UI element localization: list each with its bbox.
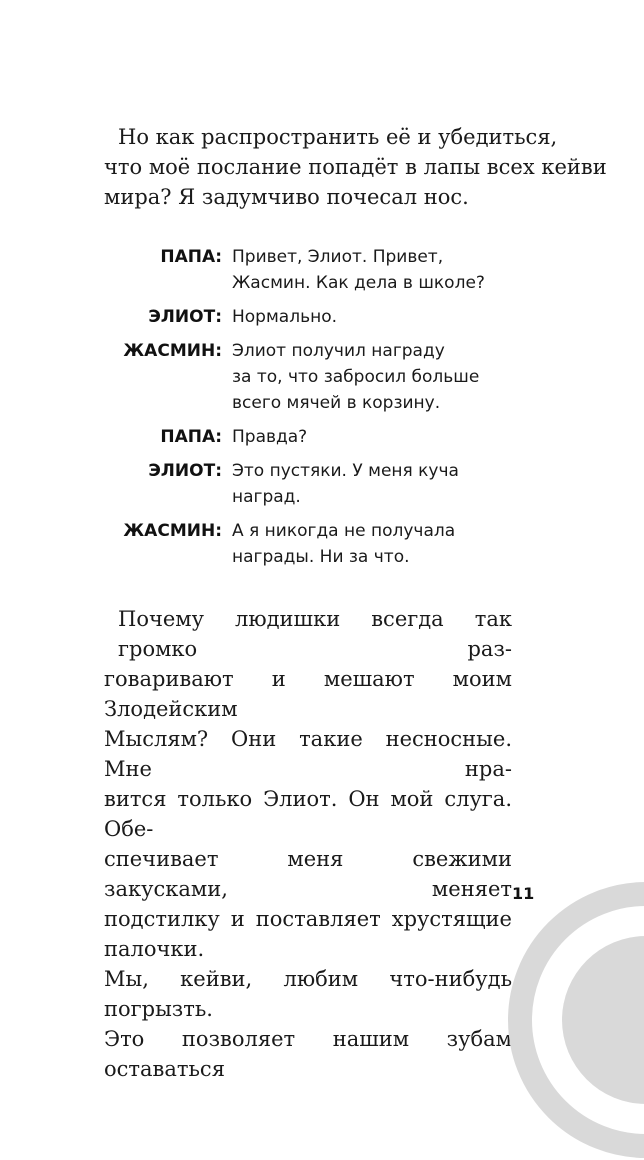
- body-line: спечивает меня свежими закусками, меняет: [104, 847, 512, 901]
- body-line: вится только Элиот. Он мой слуга. Обе-: [104, 787, 512, 841]
- decorative-rings: [506, 880, 644, 1160]
- body-paragraph: [104, 604, 512, 1084]
- speech-text: [232, 458, 524, 510]
- speech-text: [232, 424, 524, 450]
- speech-line: Правда?: [232, 427, 308, 447]
- speech-line: за то, что забросил больше: [232, 367, 480, 387]
- intro-line: мира? Я задумчиво почесал нос.: [104, 185, 469, 209]
- speaker-label: ЖАСМИН:: [123, 521, 222, 541]
- speech-line: Привет, Элиот. Привет,: [232, 247, 444, 267]
- speech-line: всего мячей в корзину.: [232, 393, 441, 413]
- dialogue-block: [104, 244, 524, 578]
- body-line: говаривают и мешают моим Злодейским: [104, 667, 512, 721]
- intro-line: Но как распространить её и убедиться,: [118, 125, 558, 149]
- speech-text: [232, 244, 524, 296]
- inner-disc: [562, 936, 644, 1104]
- dialogue-row: [104, 244, 524, 296]
- dialogue-row: [104, 338, 524, 416]
- speaker-label: ЭЛИОТ:: [148, 461, 222, 481]
- body-line: подстилку и поставляет хрустящие палочки.: [104, 907, 512, 961]
- speech-text: [232, 338, 524, 416]
- intro-paragraph: [104, 122, 607, 212]
- speech-line: наград.: [232, 487, 301, 507]
- body-line: Мыслям? Они такие несносные. Мне нра-: [104, 727, 512, 781]
- outer-ring: [520, 894, 644, 1146]
- dialogue-row: [104, 458, 524, 510]
- speech-text: [232, 518, 524, 570]
- dialogue-row: [104, 424, 524, 450]
- speech-line: Элиот получил награду: [232, 341, 445, 361]
- body-line: Мы, кейви, любим что-нибудь погрызть.: [104, 967, 512, 1021]
- dialogue-row: [104, 304, 524, 330]
- page-number: 11: [512, 884, 535, 903]
- speaker-label: ЭЛИОТ:: [148, 307, 222, 327]
- speech-line: награды. Ни за что.: [232, 547, 410, 567]
- speaker-label: ЖАСМИН:: [123, 341, 222, 361]
- body-line: Почему людишки всегда так громко раз-: [118, 607, 512, 661]
- dialogue-row: [104, 518, 524, 570]
- speech-line: Нормально.: [232, 307, 338, 327]
- intro-line: что моё послание попадёт в лапы всех кейви: [104, 155, 607, 179]
- speech-text: [232, 304, 524, 330]
- speech-line: Это пустяки. У меня куча: [232, 461, 459, 481]
- speaker-label: ПАПА:: [160, 427, 222, 447]
- body-line: Это позволяет нашим зубам оставаться: [104, 1027, 512, 1081]
- speech-line: А я никогда не получала: [232, 521, 456, 541]
- speech-line: Жасмин. Как дела в школе?: [232, 273, 485, 293]
- speaker-label: ПАПА:: [160, 247, 222, 267]
